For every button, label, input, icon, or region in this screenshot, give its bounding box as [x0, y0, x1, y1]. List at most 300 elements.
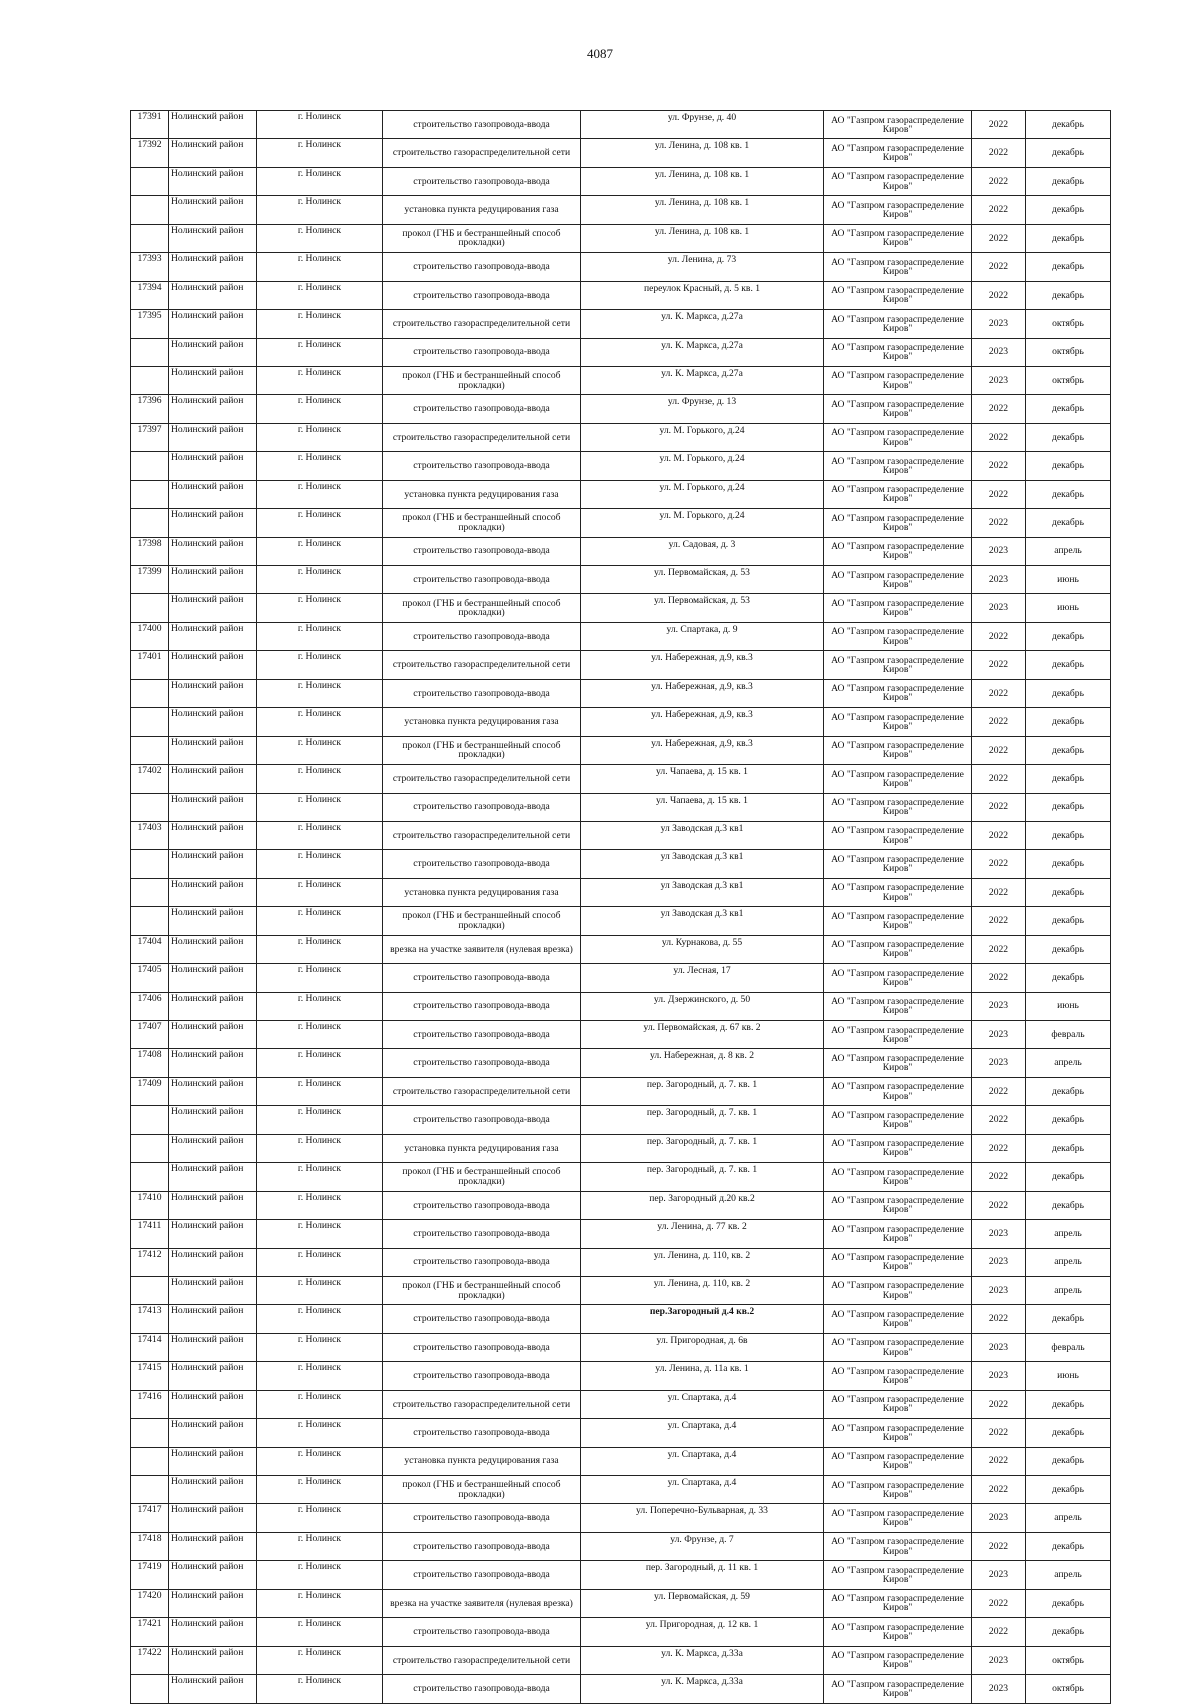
organization-cell: АО "Газпром газораспределение Киров" [824, 793, 972, 821]
address-cell: пер. Загородный д.20 кв.2 [581, 1191, 824, 1219]
table-row [131, 1333, 1111, 1361]
row-number [131, 1163, 169, 1191]
address-cell: ул. Фрунзе, д. 40 [581, 111, 824, 139]
row-number [131, 1476, 169, 1504]
district-cell: Нолинский район [169, 679, 257, 707]
table-row [131, 196, 1111, 224]
year-cell: 2023 [972, 1021, 1026, 1049]
work-type-cell: строительство газопровода-ввода [383, 537, 581, 565]
month-cell: декабрь [1026, 964, 1111, 992]
organization-cell: АО "Газпром газораспределение Киров" [824, 423, 972, 451]
month-cell: апрель [1026, 1049, 1111, 1077]
work-type-cell: строительство газораспределительной сети [383, 310, 581, 338]
organization-cell: АО "Газпром газораспределение Киров" [824, 196, 972, 224]
address-cell: ул. Лесная, 17 [581, 964, 824, 992]
work-type-cell: строительство газопровода-ввода [383, 111, 581, 139]
year-cell: 2022 [972, 452, 1026, 480]
town-cell: г. Нолинск [257, 1504, 383, 1532]
row-number: 17415 [131, 1362, 169, 1390]
work-type-cell: прокол (ГНБ и бестраншейный способ прокладки) [383, 736, 581, 764]
year-cell: 2023 [972, 537, 1026, 565]
row-number [131, 1276, 169, 1304]
district-cell: Нолинский район [169, 167, 257, 195]
row-number [131, 480, 169, 508]
year-cell: 2022 [972, 793, 1026, 821]
address-cell: пер.Загородный д.4 кв.2 [581, 1305, 824, 1333]
table-row [131, 935, 1111, 963]
address-cell: ул. Дзержинского, д. 50 [581, 992, 824, 1020]
district-cell: Нолинский район [169, 1362, 257, 1390]
row-number: 17404 [131, 935, 169, 963]
month-cell: декабрь [1026, 452, 1111, 480]
month-cell: декабрь [1026, 1390, 1111, 1418]
town-cell: г. Нолинск [257, 281, 383, 309]
organization-cell: АО "Газпром газораспределение Киров" [824, 480, 972, 508]
address-cell: ул. Набережная, д.9, кв.3 [581, 651, 824, 679]
town-cell: г. Нолинск [257, 1248, 383, 1276]
town-cell: г. Нолинск [257, 1476, 383, 1504]
organization-cell: АО "Газпром газораспределение Киров" [824, 736, 972, 764]
address-cell: ул Заводская д.3 кв1 [581, 821, 824, 849]
organization-cell: АО "Газпром газораспределение Киров" [824, 1049, 972, 1077]
work-type-cell: прокол (ГНБ и бестраншейный способ прокладки) [383, 366, 581, 394]
year-cell: 2022 [972, 1390, 1026, 1418]
work-type-cell: строительство газопровода-ввода [383, 1504, 581, 1532]
month-cell: декабрь [1026, 139, 1111, 167]
year-cell: 2022 [972, 708, 1026, 736]
town-cell: г. Нолинск [257, 395, 383, 423]
organization-cell: АО "Газпром газораспределение Киров" [824, 1532, 972, 1560]
year-cell: 2023 [972, 1504, 1026, 1532]
address-cell: пер. Загородный, д. 11 кв. 1 [581, 1561, 824, 1589]
row-number [131, 509, 169, 537]
address-cell: ул. Чапаева, д. 15 кв. 1 [581, 765, 824, 793]
town-cell: г. Нолинск [257, 907, 383, 935]
district-cell: Нолинский район [169, 651, 257, 679]
year-cell: 2023 [972, 1333, 1026, 1361]
year-cell: 2023 [972, 1220, 1026, 1248]
year-cell: 2022 [972, 964, 1026, 992]
organization-cell: АО "Газпром газораспределение Киров" [824, 1618, 972, 1646]
table-row [131, 167, 1111, 195]
month-cell: декабрь [1026, 850, 1111, 878]
town-cell: г. Нолинск [257, 1191, 383, 1219]
table-body [131, 111, 1111, 1704]
month-cell: апрель [1026, 1248, 1111, 1276]
address-cell: ул. Ленина, д. 77 кв. 2 [581, 1220, 824, 1248]
year-cell: 2022 [972, 395, 1026, 423]
organization-cell: АО "Газпром газораспределение Киров" [824, 964, 972, 992]
organization-cell: АО "Газпром газораспределение Киров" [824, 167, 972, 195]
address-cell: ул. Спартака, д.4 [581, 1476, 824, 1504]
address-cell: ул. Ленина, д. 110, кв. 2 [581, 1248, 824, 1276]
year-cell: 2023 [972, 566, 1026, 594]
district-cell: Нолинский район [169, 1419, 257, 1447]
work-type-cell: строительство газопровода-ввода [383, 992, 581, 1020]
month-cell: декабрь [1026, 821, 1111, 849]
work-type-cell: строительство газопровода-ввода [383, 395, 581, 423]
address-cell: ул. Фрунзе, д. 13 [581, 395, 824, 423]
month-cell: декабрь [1026, 651, 1111, 679]
table-row [131, 480, 1111, 508]
month-cell: декабрь [1026, 1163, 1111, 1191]
table-row [131, 1589, 1111, 1617]
address-cell: ул. М. Горького, д.24 [581, 509, 824, 537]
work-type-cell: строительство газопровода-ввода [383, 338, 581, 366]
organization-cell: АО "Газпром газораспределение Киров" [824, 821, 972, 849]
year-cell: 2022 [972, 111, 1026, 139]
month-cell: декабрь [1026, 878, 1111, 906]
organization-cell: АО "Газпром газораспределение Киров" [824, 1333, 972, 1361]
work-type-cell: строительство газопровода-ввода [383, 1362, 581, 1390]
row-number: 17406 [131, 992, 169, 1020]
month-cell: октябрь [1026, 1646, 1111, 1674]
work-type-cell: строительство газораспределительной сети [383, 423, 581, 451]
row-number: 17414 [131, 1333, 169, 1361]
address-cell: пер. Загородный, д. 7. кв. 1 [581, 1077, 824, 1105]
district-cell: Нолинский район [169, 395, 257, 423]
work-type-cell: установка пункта редуцирования газа [383, 196, 581, 224]
row-number [131, 224, 169, 252]
address-cell: ул. Курнакова, д. 55 [581, 935, 824, 963]
work-type-cell: прокол (ГНБ и бестраншейный способ прокладки) [383, 1276, 581, 1304]
year-cell: 2022 [972, 1305, 1026, 1333]
organization-cell: АО "Газпром газораспределение Киров" [824, 1675, 972, 1703]
address-cell: ул. М. Горького, д.24 [581, 452, 824, 480]
town-cell: г. Нолинск [257, 850, 383, 878]
table-row [131, 509, 1111, 537]
month-cell: декабрь [1026, 736, 1111, 764]
work-type-cell: строительство газораспределительной сети [383, 1646, 581, 1674]
town-cell: г. Нолинск [257, 1362, 383, 1390]
month-cell: декабрь [1026, 111, 1111, 139]
district-cell: Нолинский район [169, 1618, 257, 1646]
organization-cell: АО "Газпром газораспределение Киров" [824, 1248, 972, 1276]
row-number [131, 793, 169, 821]
work-type-cell: строительство газопровода-ввода [383, 452, 581, 480]
row-number [131, 1447, 169, 1475]
table-row [131, 1305, 1111, 1333]
town-cell: г. Нолинск [257, 935, 383, 963]
table-row [131, 139, 1111, 167]
table-row [131, 1163, 1111, 1191]
table-row [131, 253, 1111, 281]
town-cell: г. Нолинск [257, 480, 383, 508]
organization-cell: АО "Газпром газораспределение Киров" [824, 765, 972, 793]
work-type-cell: строительство газопровода-ввода [383, 1049, 581, 1077]
town-cell: г. Нолинск [257, 1305, 383, 1333]
year-cell: 2022 [972, 821, 1026, 849]
month-cell: декабрь [1026, 509, 1111, 537]
town-cell: г. Нолинск [257, 1447, 383, 1475]
organization-cell: АО "Газпром газораспределение Киров" [824, 452, 972, 480]
organization-cell: АО "Газпром газораспределение Киров" [824, 850, 972, 878]
organization-cell: АО "Газпром газораспределение Киров" [824, 1561, 972, 1589]
row-number [131, 452, 169, 480]
organization-cell: АО "Газпром газораспределение Киров" [824, 338, 972, 366]
year-cell: 2022 [972, 1163, 1026, 1191]
address-cell: ул. Набережная, д.9, кв.3 [581, 708, 824, 736]
address-cell: ул. Чапаева, д. 15 кв. 1 [581, 793, 824, 821]
district-cell: Нолинский район [169, 821, 257, 849]
month-cell: октябрь [1026, 1675, 1111, 1703]
work-type-cell: прокол (ГНБ и бестраншейный способ прокладки) [383, 907, 581, 935]
district-cell: Нолинский район [169, 1134, 257, 1162]
organization-cell: АО "Газпром газораспределение Киров" [824, 1419, 972, 1447]
town-cell: г. Нолинск [257, 111, 383, 139]
town-cell: г. Нолинск [257, 1561, 383, 1589]
district-cell: Нолинский район [169, 622, 257, 650]
year-cell: 2023 [972, 366, 1026, 394]
district-cell: Нолинский район [169, 907, 257, 935]
table-row [131, 537, 1111, 565]
town-cell: г. Нолинск [257, 566, 383, 594]
town-cell: г. Нолинск [257, 793, 383, 821]
organization-cell: АО "Газпром газораспределение Киров" [824, 651, 972, 679]
month-cell: декабрь [1026, 708, 1111, 736]
organization-cell: АО "Газпром газораспределение Киров" [824, 139, 972, 167]
year-cell: 2022 [972, 907, 1026, 935]
month-cell: декабрь [1026, 1476, 1111, 1504]
address-cell: ул. Спартака, д. 9 [581, 622, 824, 650]
year-cell: 2022 [972, 196, 1026, 224]
work-type-cell: строительство газораспределительной сети [383, 821, 581, 849]
year-cell: 2022 [972, 423, 1026, 451]
table-row [131, 708, 1111, 736]
year-cell: 2022 [972, 850, 1026, 878]
work-type-cell: строительство газопровода-ввода [383, 1106, 581, 1134]
district-cell: Нолинский район [169, 1220, 257, 1248]
district-cell: Нолинский район [169, 964, 257, 992]
year-cell: 2022 [972, 281, 1026, 309]
row-number: 17420 [131, 1589, 169, 1617]
district-cell: Нолинский район [169, 509, 257, 537]
district-cell: Нолинский район [169, 935, 257, 963]
row-number: 17399 [131, 566, 169, 594]
district-cell: Нолинский район [169, 594, 257, 622]
address-cell: ул. Ленина, д. 11а кв. 1 [581, 1362, 824, 1390]
organization-cell: АО "Газпром газораспределение Киров" [824, 1276, 972, 1304]
district-cell: Нолинский район [169, 196, 257, 224]
year-cell: 2022 [972, 736, 1026, 764]
district-cell: Нолинский район [169, 1476, 257, 1504]
table-row [131, 1476, 1111, 1504]
address-cell: ул. Ленина, д. 108 кв. 1 [581, 167, 824, 195]
district-cell: Нолинский район [169, 708, 257, 736]
year-cell: 2022 [972, 651, 1026, 679]
row-number [131, 679, 169, 707]
table-row [131, 338, 1111, 366]
town-cell: г. Нолинск [257, 1333, 383, 1361]
table-row [131, 736, 1111, 764]
month-cell: декабрь [1026, 679, 1111, 707]
town-cell: г. Нолинск [257, 224, 383, 252]
month-cell: апрель [1026, 1276, 1111, 1304]
district-cell: Нолинский район [169, 253, 257, 281]
table-row [131, 594, 1111, 622]
organization-cell: АО "Газпром газораспределение Киров" [824, 1134, 972, 1162]
row-number: 17422 [131, 1646, 169, 1674]
town-cell: г. Нолинск [257, 167, 383, 195]
year-cell: 2023 [972, 310, 1026, 338]
work-type-cell: строительство газораспределительной сети [383, 1077, 581, 1105]
town-cell: г. Нолинск [257, 338, 383, 366]
district-cell: Нолинский район [169, 139, 257, 167]
row-number [131, 907, 169, 935]
month-cell: декабрь [1026, 423, 1111, 451]
table-row [131, 1646, 1111, 1674]
year-cell: 2023 [972, 1049, 1026, 1077]
work-type-cell: прокол (ГНБ и бестраншейный способ прокладки) [383, 1476, 581, 1504]
year-cell: 2022 [972, 1191, 1026, 1219]
year-cell: 2023 [972, 1248, 1026, 1276]
town-cell: г. Нолинск [257, 1163, 383, 1191]
district-cell: Нолинский район [169, 1447, 257, 1475]
year-cell: 2022 [972, 480, 1026, 508]
organization-cell: АО "Газпром газораспределение Киров" [824, 1504, 972, 1532]
table-row [131, 1561, 1111, 1589]
town-cell: г. Нолинск [257, 1419, 383, 1447]
organization-cell: АО "Газпром газораспределение Киров" [824, 878, 972, 906]
address-cell: пер. Загородный, д. 7. кв. 1 [581, 1106, 824, 1134]
organization-cell: АО "Газпром газораспределение Киров" [824, 310, 972, 338]
organization-cell: АО "Газпром газораспределение Киров" [824, 1362, 972, 1390]
address-cell: ул. Набережная, д.9, кв.3 [581, 679, 824, 707]
year-cell: 2022 [972, 509, 1026, 537]
row-number [131, 1419, 169, 1447]
town-cell: г. Нолинск [257, 878, 383, 906]
town-cell: г. Нолинск [257, 509, 383, 537]
town-cell: г. Нолинск [257, 1134, 383, 1162]
town-cell: г. Нолинск [257, 310, 383, 338]
address-cell: переулок Красный, д. 5 кв. 1 [581, 281, 824, 309]
table-row [131, 1106, 1111, 1134]
district-cell: Нолинский район [169, 423, 257, 451]
year-cell: 2022 [972, 622, 1026, 650]
district-cell: Нолинский район [169, 850, 257, 878]
work-type-cell: строительство газопровода-ввода [383, 964, 581, 992]
month-cell: декабрь [1026, 281, 1111, 309]
town-cell: г. Нолинск [257, 537, 383, 565]
work-type-cell: строительство газораспределительной сети [383, 651, 581, 679]
address-cell: ул. Набережная, д.9, кв.3 [581, 736, 824, 764]
organization-cell: АО "Газпром газораспределение Киров" [824, 1447, 972, 1475]
district-cell: Нолинский район [169, 1675, 257, 1703]
district-cell: Нолинский район [169, 793, 257, 821]
table-row [131, 281, 1111, 309]
address-cell: ул. Первомайская, д. 53 [581, 566, 824, 594]
address-cell: ул. Ленина, д. 110, кв. 2 [581, 1276, 824, 1304]
year-cell: 2022 [972, 935, 1026, 963]
table-row [131, 224, 1111, 252]
table-row [131, 1191, 1111, 1219]
address-cell: ул. Спартака, д.4 [581, 1447, 824, 1475]
year-cell: 2023 [972, 1675, 1026, 1703]
work-type-cell: строительство газопровода-ввода [383, 1419, 581, 1447]
organization-cell: АО "Газпром газораспределение Киров" [824, 1476, 972, 1504]
table-row [131, 964, 1111, 992]
organization-cell: АО "Газпром газораспределение Киров" [824, 366, 972, 394]
address-cell: ул Заводская д.3 кв1 [581, 850, 824, 878]
year-cell: 2022 [972, 224, 1026, 252]
year-cell: 2023 [972, 338, 1026, 366]
month-cell: декабрь [1026, 1618, 1111, 1646]
month-cell: декабрь [1026, 1191, 1111, 1219]
month-cell: декабрь [1026, 1106, 1111, 1134]
year-cell: 2022 [972, 167, 1026, 195]
district-cell: Нолинский район [169, 1333, 257, 1361]
organization-cell: АО "Газпром газораспределение Киров" [824, 395, 972, 423]
year-cell: 2023 [972, 992, 1026, 1020]
table-row [131, 1248, 1111, 1276]
table-row [131, 1021, 1111, 1049]
address-cell: пер. Загородный, д. 7. кв. 1 [581, 1134, 824, 1162]
month-cell: апрель [1026, 537, 1111, 565]
month-cell: декабрь [1026, 1447, 1111, 1475]
row-number: 17405 [131, 964, 169, 992]
table-row [131, 111, 1111, 139]
table-row [131, 566, 1111, 594]
year-cell: 2022 [972, 1532, 1026, 1560]
month-cell: февраль [1026, 1333, 1111, 1361]
district-cell: Нолинский район [169, 452, 257, 480]
row-number [131, 338, 169, 366]
district-cell: Нолинский район [169, 111, 257, 139]
town-cell: г. Нолинск [257, 1390, 383, 1418]
year-cell: 2022 [972, 1134, 1026, 1162]
row-number: 17417 [131, 1504, 169, 1532]
month-cell: октябрь [1026, 366, 1111, 394]
table-row [131, 395, 1111, 423]
year-cell: 2022 [972, 1476, 1026, 1504]
row-number: 17391 [131, 111, 169, 139]
row-number [131, 1134, 169, 1162]
month-cell: декабрь [1026, 1589, 1111, 1617]
work-type-cell: строительство газопровода-ввода [383, 850, 581, 878]
address-cell: ул Заводская д.3 кв1 [581, 878, 824, 906]
district-cell: Нолинский район [169, 1646, 257, 1674]
work-type-cell: строительство газопровода-ввода [383, 281, 581, 309]
work-type-cell: строительство газопровода-ввода [383, 1191, 581, 1219]
work-type-cell: прокол (ГНБ и бестраншейный способ прокладки) [383, 224, 581, 252]
gas-works-table [130, 110, 1111, 1704]
organization-cell: АО "Газпром газораспределение Киров" [824, 935, 972, 963]
row-number: 17412 [131, 1248, 169, 1276]
row-number: 17410 [131, 1191, 169, 1219]
work-type-cell: установка пункта редуцирования газа [383, 1447, 581, 1475]
work-type-cell: прокол (ГНБ и бестраншейный способ прокладки) [383, 1163, 581, 1191]
table-row [131, 651, 1111, 679]
district-cell: Нолинский район [169, 366, 257, 394]
table-row [131, 310, 1111, 338]
district-cell: Нолинский район [169, 1248, 257, 1276]
address-cell: пер. Загородный, д. 7. кв. 1 [581, 1163, 824, 1191]
town-cell: г. Нолинск [257, 253, 383, 281]
address-cell: ул. Спартака, д.4 [581, 1390, 824, 1418]
table-row [131, 1276, 1111, 1304]
row-number: 17402 [131, 765, 169, 793]
address-cell: ул. Ленина, д. 108 кв. 1 [581, 224, 824, 252]
row-number: 17393 [131, 253, 169, 281]
table-row [131, 1362, 1111, 1390]
address-cell: ул. К. Маркса, д.27а [581, 310, 824, 338]
row-number: 17394 [131, 281, 169, 309]
month-cell: декабрь [1026, 1532, 1111, 1560]
town-cell: г. Нолинск [257, 423, 383, 451]
work-type-cell: строительство газопровода-ввода [383, 1305, 581, 1333]
town-cell: г. Нолинск [257, 651, 383, 679]
row-number: 17416 [131, 1390, 169, 1418]
